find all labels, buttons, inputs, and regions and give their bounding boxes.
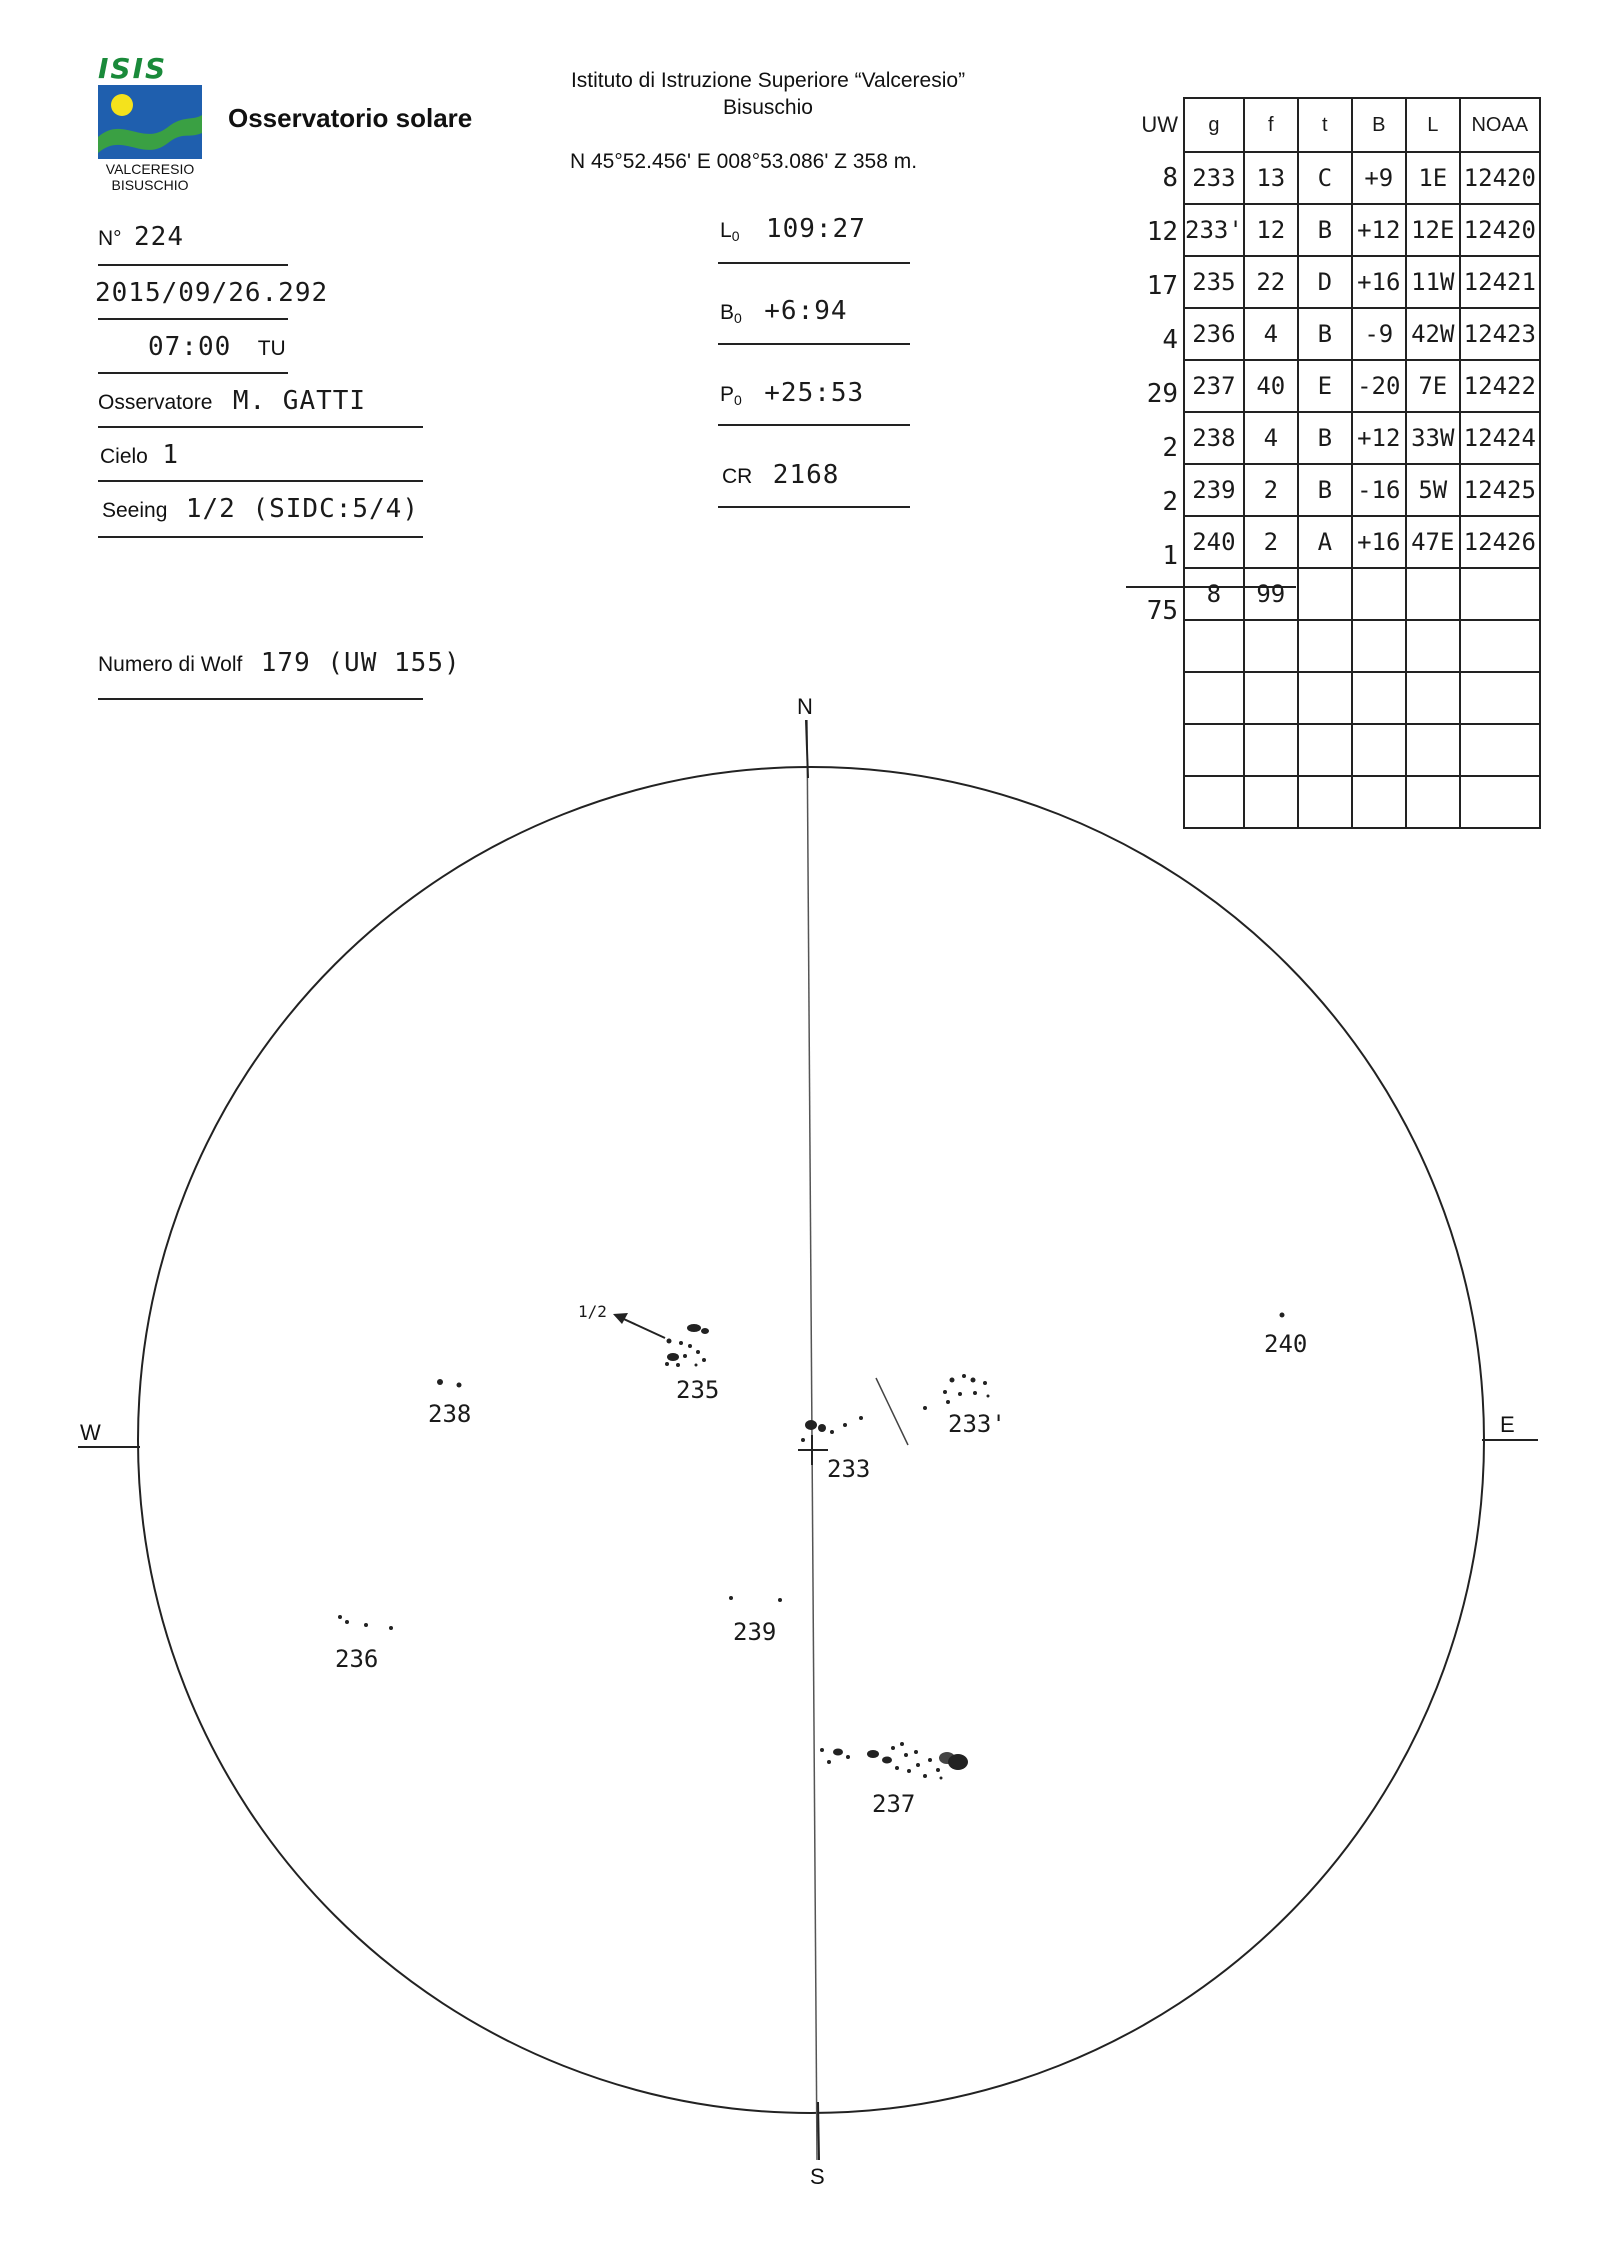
east-label: E [1500, 1412, 1515, 1437]
cell-b: +9 [1352, 152, 1406, 204]
north-label: N [797, 694, 813, 719]
group-label-239: 239 [733, 1618, 777, 1646]
cell-g: 233 [1184, 152, 1244, 204]
logo [98, 52, 208, 193]
uw-value: 12 [1146, 217, 1178, 247]
B0-field: $B_0$ +6:94 [720, 296, 848, 327]
cell-noaa: 12420 [1460, 204, 1540, 256]
table-row [1184, 516, 1540, 568]
table-row [1184, 256, 1540, 308]
cell-l: 7E [1406, 360, 1460, 412]
cell-g: 239 [1184, 464, 1244, 516]
cell-b: +16 [1352, 256, 1406, 308]
cell-f: 2 [1244, 464, 1298, 516]
cell-t: A [1298, 516, 1352, 568]
col-L: L [1406, 98, 1460, 152]
empty-cell [1244, 776, 1298, 828]
cell-noaa: 12424 [1460, 412, 1540, 464]
west-label: W [80, 1420, 101, 1445]
P0-field: $P_0$ +25:53 [720, 378, 865, 409]
uw-value: 2 [1162, 433, 1178, 463]
number-value: 224 [134, 222, 184, 252]
cell-noaa: 12425 [1460, 464, 1540, 516]
observer-field [98, 386, 366, 416]
time-unit: TU [257, 337, 286, 360]
total-g: 8 [1184, 568, 1244, 620]
cell-t: D [1298, 256, 1352, 308]
cell-l: 42W [1406, 308, 1460, 360]
sun-wave-icon [98, 85, 202, 159]
cell-noaa: 12423 [1460, 308, 1540, 360]
group-divider [876, 1378, 908, 1445]
cell-g: 236 [1184, 308, 1244, 360]
arrow-head-icon [613, 1313, 628, 1324]
sunspot-group-235 [665, 1324, 709, 1367]
sky-field [100, 440, 179, 470]
cell-g: 238 [1184, 412, 1244, 464]
totals-row [1184, 568, 1540, 620]
empty-cell [1244, 620, 1298, 672]
uw-value: 4 [1162, 325, 1178, 355]
uw-value: 1 [1162, 541, 1178, 571]
empty-cell [1406, 776, 1460, 828]
cell-l: 5W [1406, 464, 1460, 516]
cell-l: 11W [1406, 256, 1460, 308]
cell-noaa: 12426 [1460, 516, 1540, 568]
empty-cell [1406, 672, 1460, 724]
table-row [1184, 204, 1540, 256]
B0-value: +6:94 [764, 296, 848, 326]
cell-b: -9 [1352, 308, 1406, 360]
group-label-235: 235 [676, 1376, 720, 1404]
empty-cell [1460, 568, 1540, 620]
sunspot-group-233-prime [923, 1374, 990, 1410]
table-row [1184, 308, 1540, 360]
north-tick [806, 720, 808, 778]
col-g: g [1184, 98, 1244, 152]
cell-b: +12 [1352, 204, 1406, 256]
empty-cell [1352, 724, 1406, 776]
uw-value: 8 [1162, 163, 1178, 193]
institute-name: Istituto di Istruzione Superiore “Valceresio” [570, 69, 966, 92]
uw-value: 17 [1146, 271, 1178, 301]
number-label: N° [98, 227, 122, 250]
P0-value: +25:53 [764, 378, 865, 408]
cell-f: 4 [1244, 308, 1298, 360]
empty-cell [1184, 672, 1244, 724]
seeing-arrow [615, 1315, 665, 1338]
empty-cell [1352, 568, 1406, 620]
sky-value: 1 [162, 440, 179, 470]
sunspot-group-237 [820, 1742, 968, 1780]
sunspot-groups-table [1183, 97, 1541, 829]
cell-g: 233' [1184, 204, 1244, 256]
cell-t: B [1298, 204, 1352, 256]
group-label-233: 233 [827, 1455, 871, 1483]
solar-disk [138, 767, 1484, 2113]
empty-cell [1352, 672, 1406, 724]
table-row [1184, 360, 1540, 412]
empty-cell [1244, 724, 1298, 776]
cell-b: +12 [1352, 412, 1406, 464]
observation-number [98, 222, 184, 252]
group-label-237: 237 [872, 1790, 916, 1818]
cell-f: 40 [1244, 360, 1298, 412]
cell-t: B [1298, 464, 1352, 516]
empty-cell [1298, 724, 1352, 776]
cell-noaa: 12421 [1460, 256, 1540, 308]
L0-value: 109:27 [765, 214, 866, 244]
cell-t: E [1298, 360, 1352, 412]
empty-cell [1460, 776, 1540, 828]
cell-l: 1E [1406, 152, 1460, 204]
cell-g: 240 [1184, 516, 1244, 568]
group-label-233-prime: 233' [948, 1410, 1006, 1438]
cell-f: 4 [1244, 412, 1298, 464]
cell-g: 237 [1184, 360, 1244, 412]
table-row [1184, 412, 1540, 464]
empty-cell [1184, 724, 1244, 776]
observatory-title: Osservatorio solare [228, 103, 473, 133]
logo-line2: BISUSCHIO [111, 177, 189, 193]
cell-f: 12 [1244, 204, 1298, 256]
sunspot-group-239 [729, 1596, 782, 1602]
table-row [1184, 464, 1540, 516]
col-noaa: NOAA [1460, 98, 1540, 152]
uw-value: 2 [1162, 487, 1178, 517]
wolf-label: Numero di Wolf [98, 653, 243, 676]
cell-noaa: 12420 [1460, 152, 1540, 204]
empty-row [1184, 776, 1540, 828]
total-f: 99 [1244, 568, 1298, 620]
cell-t: B [1298, 412, 1352, 464]
sunspot-group-240 [1280, 1313, 1285, 1318]
seeing-value: 1/2 (SIDC:5/4) [185, 494, 419, 524]
group-label-238: 238 [428, 1400, 472, 1428]
cell-f: 13 [1244, 152, 1298, 204]
empty-cell [1406, 620, 1460, 672]
seeing-mark: 1/2 [578, 1302, 607, 1321]
cell-b: +16 [1352, 516, 1406, 568]
uw-header: UW [1141, 112, 1178, 137]
empty-cell [1244, 672, 1298, 724]
empty-cell [1406, 568, 1460, 620]
cell-f: 2 [1244, 516, 1298, 568]
CR-value: 2168 [772, 460, 840, 490]
empty-cell [1460, 672, 1540, 724]
empty-cell [1352, 620, 1406, 672]
empty-cell [1298, 568, 1352, 620]
cell-b: -16 [1352, 464, 1406, 516]
time-value: 07:00 [148, 332, 232, 362]
cell-t: C [1298, 152, 1352, 204]
col-t: t [1298, 98, 1352, 152]
cell-t: B [1298, 308, 1352, 360]
uw-total: 75 [1146, 596, 1178, 626]
empty-cell [1460, 724, 1540, 776]
institute-town: Bisuschio [723, 96, 813, 119]
observer-label: Osservatore [98, 391, 213, 414]
observation-date: 2015/09/26.292 [95, 278, 329, 308]
cell-l: 12E [1406, 204, 1460, 256]
cell-f: 22 [1244, 256, 1298, 308]
empty-row [1184, 620, 1540, 672]
empty-cell [1298, 672, 1352, 724]
sunspot-group-233 [801, 1416, 863, 1442]
group-label-240: 240 [1264, 1330, 1308, 1358]
L0-field: $L_0$ 109:27 [720, 214, 866, 245]
group-label-236: 236 [335, 1645, 379, 1673]
north-south-axis [807, 720, 817, 2160]
empty-cell [1298, 620, 1352, 672]
sky-label: Cielo [100, 445, 148, 468]
empty-row [1184, 724, 1540, 776]
empty-cell [1406, 724, 1460, 776]
seeing-field [102, 494, 419, 524]
south-label: S [810, 2164, 825, 2189]
cell-g: 235 [1184, 256, 1244, 308]
observation-time [148, 332, 286, 362]
empty-cell [1352, 776, 1406, 828]
observer-value: M. GATTI [232, 386, 367, 416]
cell-l: 33W [1406, 412, 1460, 464]
empty-cell [1460, 620, 1540, 672]
seeing-label: Seeing [102, 499, 168, 522]
sunspot-group-236 [338, 1615, 393, 1630]
col-B: B [1352, 98, 1406, 152]
CR-field: CR 2168 [722, 460, 840, 490]
sunspot-group-238 [437, 1379, 462, 1388]
logo-line1: VALCERESIO [105, 161, 195, 177]
col-f: f [1244, 98, 1298, 152]
cell-b: -20 [1352, 360, 1406, 412]
cell-l: 47E [1406, 516, 1460, 568]
wolf-value: 179 (UW 155) [260, 648, 461, 678]
empty-row [1184, 672, 1540, 724]
cell-noaa: 12422 [1460, 360, 1540, 412]
uw-value: 29 [1146, 379, 1178, 409]
south-tick [818, 2102, 819, 2160]
observatory-coordinates: N 45°52.456' E 008°53.086' Z 358 m. [570, 150, 918, 173]
empty-cell [1184, 620, 1244, 672]
logo-acronym: ISIS [98, 52, 168, 85]
table-row [1184, 152, 1540, 204]
empty-cell [1298, 776, 1352, 828]
empty-cell [1184, 776, 1244, 828]
wolf-number-field [98, 648, 461, 678]
